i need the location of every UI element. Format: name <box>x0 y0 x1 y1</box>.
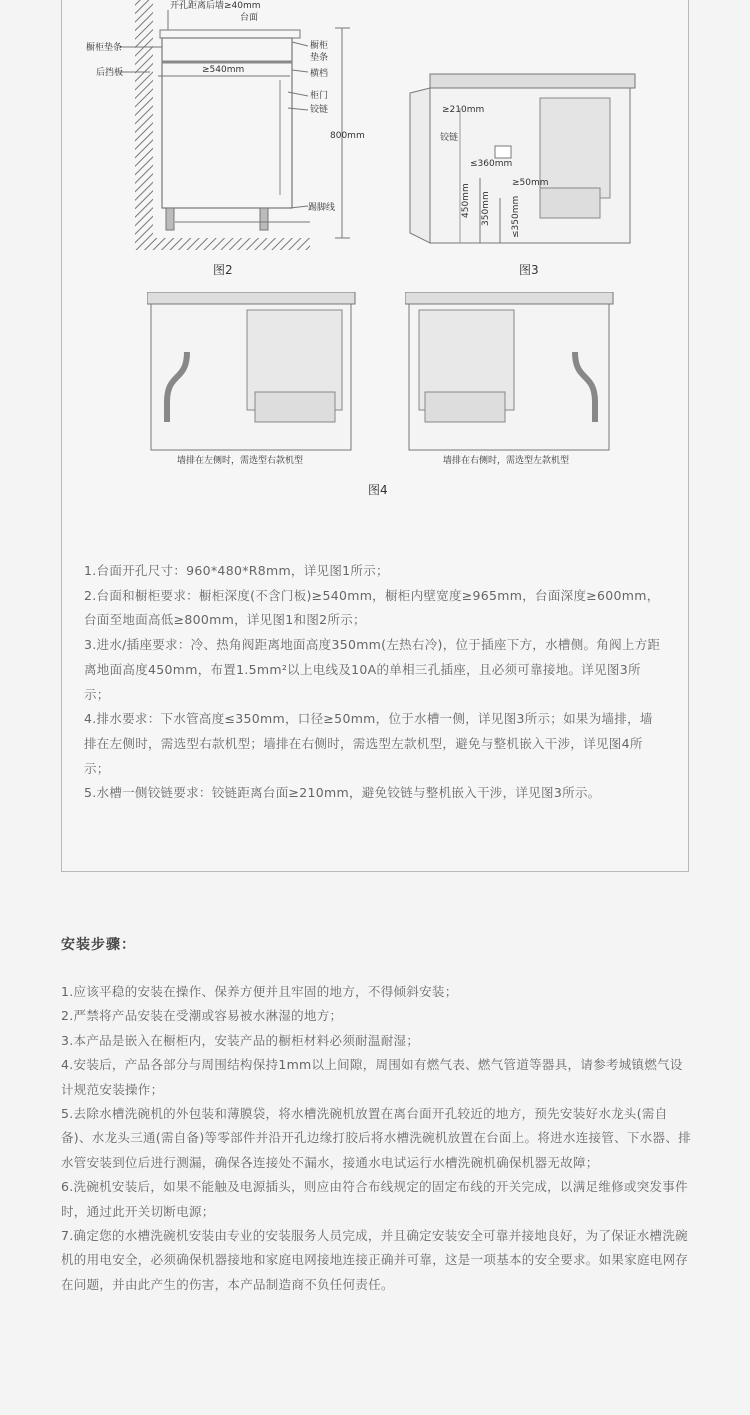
install-step: 6.洗碗机安装后，如果不能触及电源插头，则应由符合布线规定的固定布线的开关完成，以满足维修或突发事件时，通过此开关切断电源； <box>61 1179 688 1219</box>
fig3-drain-dia: ≥50mm <box>512 178 549 188</box>
requirement-item: 3.进水/插座要求：冷、热角阀距离地面高度350mm(左热右冷)，位于插座下方，水槽侧。角阀上方距离地面高度450mm，布置1.5mm²以上电线及10A的单相三孔插座，且必须可靠接地。详见图3所示； <box>84 637 661 702</box>
requirement-item: 2.台面和橱柜要求：橱柜深度(不含门板)≥540mm，橱柜内壁宽度≥965mm，台面深度≥600mm，台面至地面高低≥800mm，详见图1和图2所示； <box>84 587 660 628</box>
fig2-crossbar: 横档 <box>310 69 329 79</box>
fig2-hole-distance: 开孔距离后墙≥40mm <box>170 1 261 11</box>
install-step: 1.应该平稳的安装在操作、保养方便并且牢固的地方，不得倾斜安装； <box>61 984 458 999</box>
install-step: 3.本产品是嵌入在橱柜内，安装产品的橱柜材料必须耐温耐湿； <box>61 1032 420 1048</box>
fig2-pad-right-2: 垫条 <box>310 53 329 63</box>
figure-4-right-diagram <box>405 292 615 470</box>
requirement-item: 1.台面开孔尺寸：960*480*R8mm，详见图1所示； <box>84 563 389 578</box>
install-steps-list <box>61 980 691 1297</box>
fig2-hinge: 铰链 <box>310 105 329 115</box>
fig3-outlet-dist: ≤360mm <box>470 159 513 169</box>
fig3-h350b: ≤350mm <box>511 195 521 238</box>
fig2-cabinet-pad-left: 橱柜垫条 <box>86 43 123 53</box>
fig3-h450: 450mm <box>461 183 471 218</box>
fig2-pad-right-1: 橱柜 <box>310 41 329 51</box>
figure-2-diagram <box>80 0 370 255</box>
fig2-back-panel: 后挡板 <box>96 68 124 78</box>
install-step: 7.确定您的水槽洗碗机安装由专业的安装服务人员完成，并且确定安装安全可靠并接地良好，为了保证水槽洗碗机的用电安全，必须确保机器接地和家庭电网接地连接正确并可靠，这是一项基本的安全要求。如果家庭电网存在问题，并由此产生的伤害，本产品制造商不负任何责任。 <box>61 1228 689 1292</box>
install-step: 4.安装后，产品各部分与周围结构保持1mm以上间隙，周围如有燃气表、燃气管道等器具，请参考城镇燃气设计规范安装操作； <box>61 1057 683 1097</box>
figure-3-caption: 图3 <box>519 263 539 277</box>
figure-2-caption: 图2 <box>213 263 233 277</box>
fig3-hinge-height: ≥210mm <box>442 105 485 115</box>
fig4-left-note: 墙排在左侧时，需选型右款机型 <box>177 456 304 466</box>
fig2-countertop: 台面 <box>240 13 259 23</box>
wall <box>135 0 153 238</box>
requirement-item: 4.排水要求：下水管高度≤350mm，口径≥50mm，位于水槽一侧，详见图3所示；如果为墙排，墙排在左侧时，需选型右款机型；墙排在右侧时，需选型左款机型，避免与整机嵌入干涉，详见图4所示； <box>84 711 653 776</box>
figure-3-diagram <box>400 68 650 253</box>
requirements-list <box>84 559 664 806</box>
fig3-hinge: 铰链 <box>440 133 459 143</box>
fig3-h350: 350mm <box>481 191 491 226</box>
figure-4-left-diagram <box>147 292 357 470</box>
fig2-kickline: 踢脚线 <box>308 203 336 213</box>
requirement-item: 5.水槽一侧铰链要求：铰链距离台面≥210mm，避免铰链与整机嵌入干涉，详见图3所示。 <box>84 785 601 801</box>
floor <box>135 238 310 250</box>
fig2-width: ≥540mm <box>202 65 245 75</box>
fig2-door: 柜门 <box>310 91 329 101</box>
install-step: 2.严禁将产品安装在受潮或容易被水淋湿的地方； <box>61 1008 343 1024</box>
fig2-height: 800mm <box>330 131 365 141</box>
install-step: 5.去除水槽洗碗机的外包装和薄膜袋，将水槽洗碗机放置在离台面开孔较近的地方，预先安装好水龙头(需自备)、水龙头三通(需自备)等零部件并沿开孔边缘打胶后将水槽洗碗机放置在台面上。将进水连接管、下水器、排水管安装到位后进行测漏，确保各连接处不漏水，接通水电试运行水槽洗碗机确保机器无故障； <box>61 1106 691 1170</box>
install-steps-title: 安装步骤： <box>61 937 136 953</box>
figure-4-caption: 图4 <box>368 483 388 497</box>
fig4-right-note: 墙排在右侧时，需选型左款机型 <box>443 456 570 466</box>
